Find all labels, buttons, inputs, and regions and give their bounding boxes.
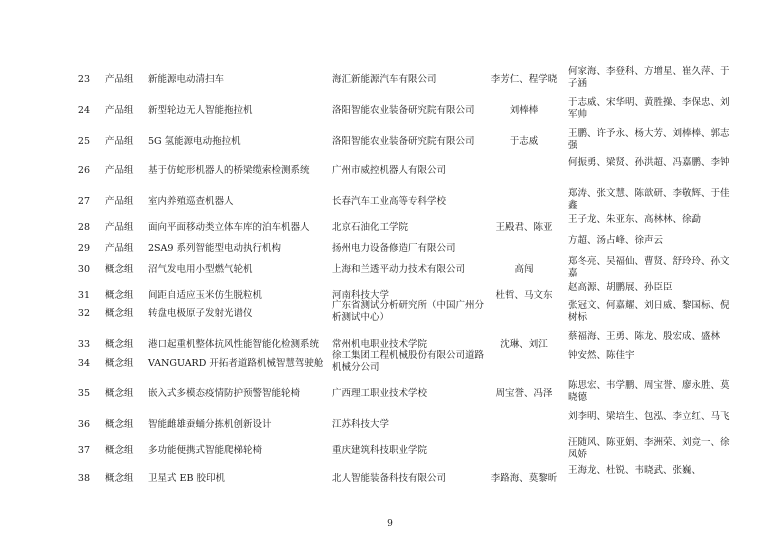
row-tutor: 李芳仁、程学晓 xyxy=(490,74,558,85)
row-members: 刘李明、梁培生、包泓、李立红、马飞 xyxy=(568,411,730,422)
row-project: 转盘电极原子发射光谱仪 xyxy=(148,308,253,319)
row-members: 王子龙、朱亚东、高林林、徐勐 xyxy=(568,214,702,225)
row-group: 概念组 xyxy=(105,445,134,456)
row-number: 31 xyxy=(77,290,90,301)
row-project: 新能源电动清扫车 xyxy=(148,74,225,85)
row-project: 港口起重机整体抗风性能智能化检测系统 xyxy=(148,339,320,350)
row-project: 间距自适应玉米仿生脱粒机 xyxy=(148,290,263,301)
row-tutor: 于志威 xyxy=(509,136,539,147)
row-group: 产品组 xyxy=(105,74,134,85)
row-project: 新型轮边无人智能拖拉机 xyxy=(148,105,253,116)
row-unit: 重庆建筑科技职业学院 xyxy=(332,445,428,456)
row-members: 郑冬亮、吴福仙、曹贤、舒玲玲、孙文嘉 xyxy=(568,256,730,279)
row-unit: 河南科技大学 xyxy=(332,290,390,301)
row-project: 室内养殖巡查机器人 xyxy=(148,196,234,207)
row-project: 2SA9 系列智能型电动执行机构 xyxy=(148,243,281,254)
row-unit: 长春汽车工业高等专科学校 xyxy=(332,196,447,207)
row-unit: 北京石油化工学院 xyxy=(332,222,409,233)
row-members: 何家海、李登科、方增星、崔久萍、于子涵 xyxy=(568,66,730,89)
row-number: 33 xyxy=(77,339,90,350)
row-group: 产品组 xyxy=(105,165,134,176)
row-group: 概念组 xyxy=(105,473,134,484)
row-number: 34 xyxy=(77,358,90,369)
row-project: 沼气发电用小型燃气轮机 xyxy=(148,264,253,275)
row-number: 36 xyxy=(77,419,90,430)
row-number: 38 xyxy=(77,473,90,484)
row-unit: 江苏科技大学 xyxy=(332,419,390,430)
row-number: 30 xyxy=(77,264,90,275)
row-members: 于志威、宋华明、黄胜操、李保忠、刘军帅 xyxy=(568,97,730,120)
row-project: 多功能便携式智能爬梯轮椅 xyxy=(148,445,263,456)
row-group: 概念组 xyxy=(105,264,134,275)
row-group: 概念组 xyxy=(105,308,134,319)
row-group: 概念组 xyxy=(105,290,134,301)
row-project: 基于仿蛇形机器人的桥梁缆索检测系统 xyxy=(148,165,310,176)
row-tutor: 刘棒棒 xyxy=(509,105,539,116)
row-unit: 北人智能装备科技有限公司 xyxy=(332,473,447,484)
row-group: 产品组 xyxy=(105,105,134,116)
row-unit: 常州机电职业技术学院 xyxy=(332,339,428,350)
row-number: 26 xyxy=(77,165,90,176)
row-tutor: 周宝誉、冯泽 xyxy=(495,388,553,399)
page-number: 9 xyxy=(387,519,393,529)
row-project: 5G 氢能源电动拖拉机 xyxy=(148,136,241,147)
row-tutor: 李路海、莫黎昕 xyxy=(490,473,558,484)
row-number: 35 xyxy=(77,388,90,399)
row-members: 陈思宏、韦学鹏、周宝誉、廖永胜、莫晓德 xyxy=(568,380,730,403)
row-number: 25 xyxy=(77,136,90,147)
row-unit: 上海和兰透平动力技术有限公司 xyxy=(332,264,466,275)
row-number: 27 xyxy=(77,196,90,207)
row-project: 面向平面移动类立体车库的泊车机器人 xyxy=(148,222,310,233)
row-members: 王鹏、许予永、杨大芳、刘棒棒、郭志强 xyxy=(568,128,730,151)
row-members: 郑涛、张文慧、陈歆研、李敬辉、于佳鑫 xyxy=(568,188,730,211)
row-group: 产品组 xyxy=(105,196,134,207)
row-group: 概念组 xyxy=(105,358,134,369)
row-number: 29 xyxy=(77,243,90,254)
row-members: 赵高源、胡鹏展、孙臣臣 xyxy=(568,282,673,293)
row-members: 汪随风、陈亚娟、李洲荣、刘竞一、徐凤娇 xyxy=(568,437,730,460)
row-tutor: 高闯 xyxy=(514,264,534,275)
row-unit: 洛阳智能农业装备研究院有限公司 xyxy=(332,136,475,147)
row-group: 概念组 xyxy=(105,419,134,430)
row-group: 概念组 xyxy=(105,388,134,399)
row-number: 24 xyxy=(77,105,90,116)
row-project: 卫星式 EB 胶印机 xyxy=(148,473,225,484)
row-tutor: 王殿君、陈亚 xyxy=(495,222,553,233)
row-project: VANGUARD 开拓者道路机械智慧驾驶舱 xyxy=(148,358,324,369)
row-number: 32 xyxy=(77,308,90,319)
row-tutor: 杜哲、马文东 xyxy=(495,290,553,301)
row-unit: 海汇新能源汽车有限公司 xyxy=(332,74,437,85)
row-group: 产品组 xyxy=(105,222,134,233)
row-members: 张冠文、何嘉耀、刘日威、黎国标、倪树标 xyxy=(568,300,730,323)
row-tutor: 沈琳、刘江 xyxy=(500,339,548,350)
row-group: 产品组 xyxy=(105,136,134,147)
row-members: 钟安然、陈佳宇 xyxy=(568,350,635,361)
row-unit: 徐工集团工程机械股份有限公司道路机械分公司 xyxy=(332,350,485,373)
row-members: 方超、汤占峰、徐声云 xyxy=(568,235,664,246)
row-group: 概念组 xyxy=(105,339,134,350)
row-unit: 广州市威控机器人有限公司 xyxy=(332,165,447,176)
row-unit: 广东省测试分析研究所（中国广州分析测试中心） xyxy=(332,300,485,323)
row-members: 蔡福海、王勇、陈龙、殷宏成、盛林 xyxy=(568,331,721,342)
row-project: 智能雌雄蚕蛹分拣机创新设计 xyxy=(148,419,272,430)
row-number: 28 xyxy=(77,222,90,233)
row-unit: 广西理工职业技术学校 xyxy=(332,388,428,399)
row-members: 王海龙、杜锐、韦晓武、张巍、 xyxy=(568,465,702,476)
row-number: 23 xyxy=(77,74,90,85)
row-unit: 洛阳智能农业装备研究院有限公司 xyxy=(332,105,475,116)
row-number: 37 xyxy=(77,445,90,456)
row-unit: 扬州电力设备修造厂有限公司 xyxy=(332,243,456,254)
row-group: 产品组 xyxy=(105,243,134,254)
row-project: 嵌入式多模态疫情防护预警智能轮椅 xyxy=(148,388,301,399)
row-members: 何振勇、梁贤、孙洪超、冯嘉鹏、李钟 xyxy=(568,157,730,168)
